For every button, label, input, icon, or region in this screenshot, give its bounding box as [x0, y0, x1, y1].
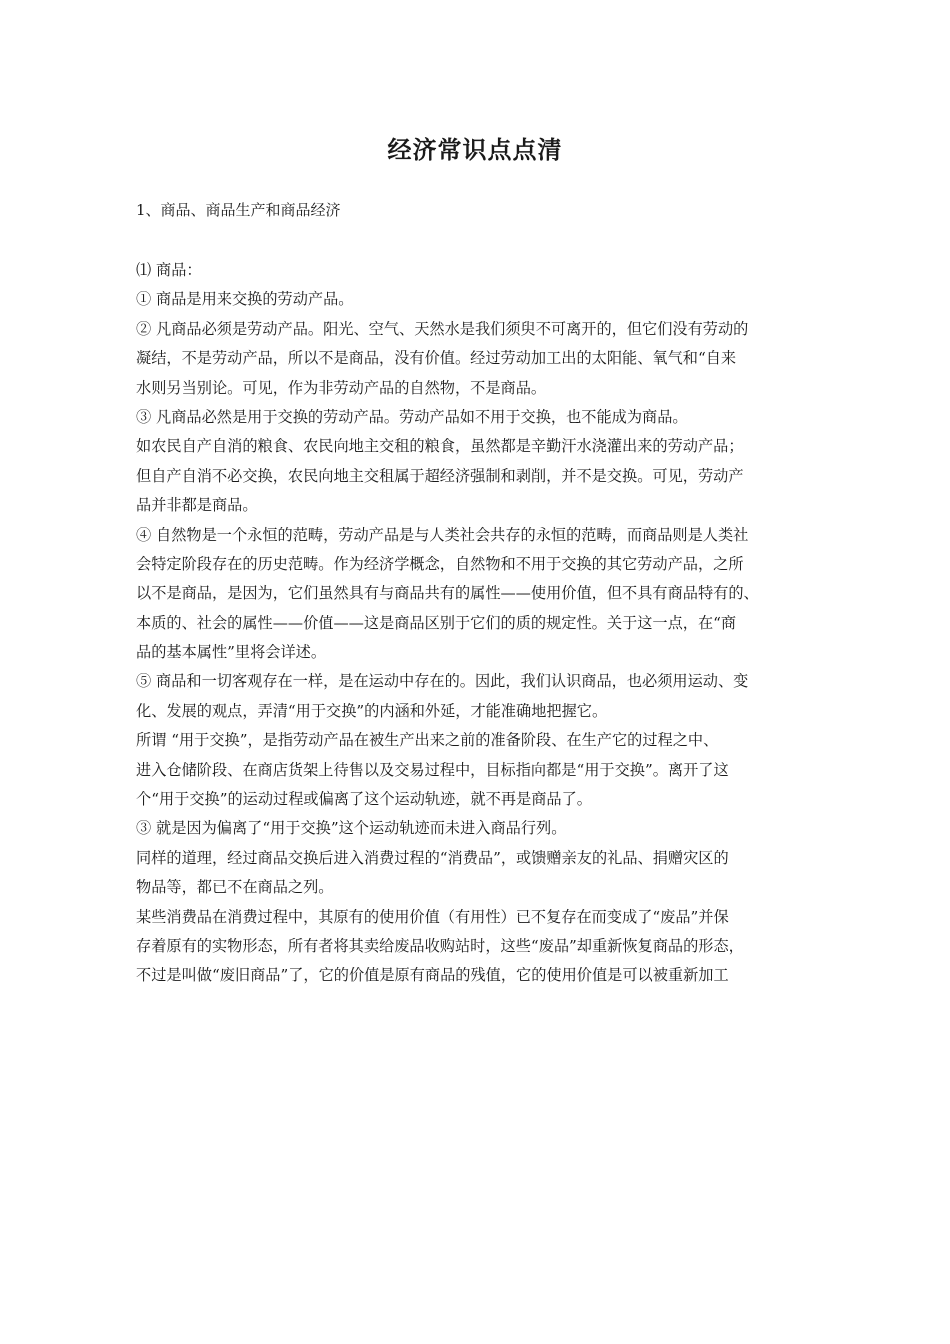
text-line: 会特定阶段存在的历史范畴。作为经济学概念，自然物和不用于交换的其它劳动产品，之所 [136, 554, 744, 573]
text-line: 某些消费品在消费过程中，其原有的使用价值（有用性）已不复存在而变成了“废品”并保 [136, 907, 729, 926]
text-line: 同样的道理，经过商品交换后进入消费过程的“消费品”，或馈赠亲友的礼品、捐赠灾区的 [136, 848, 729, 867]
text-line: ① 商品是用来交换的劳动产品。 [136, 290, 354, 309]
text-line: ③ 就是因为偏离了“用于交换”这个运动轨迹而未进入商品行列。 [136, 819, 567, 838]
text-line: 水则另当别论。可见，作为非劳动产品的自然物，不是商品。 [136, 378, 547, 397]
text-line: 所谓 “用于交换”，是指劳动产品在被生产出来之前的准备阶段、在生产它的过程之中、 [136, 731, 719, 750]
text-line: 品并非都是商品。 [136, 496, 258, 515]
body-text [136, 256, 814, 991]
section-heading: 1、商品、商品生产和商品经济 [136, 201, 341, 219]
text-line: ④ 自然物是一个永恒的范畴，劳动产品是与人类社会共存的永恒的范畴，而商品则是人类社 [136, 525, 749, 544]
text-line: ⑤ 商品和一切客观存在一样，是在运动中存在的。因此，我们认识商品，也必须用运动、变 [136, 672, 749, 691]
text-line: 化、发展的观点，弄清“用于交换”的内涵和外延，才能准确地把握它。 [136, 701, 608, 720]
text-line: 进入仓储阶段、在商店货架上待售以及交易过程中，目标指向都是“用于交换”。离开了这 [136, 760, 729, 779]
text-line: 本质的、社会的属性——价值——这是商品区别于它们的质的规定性。关于这一点，在“商 [136, 613, 737, 632]
text-line: 物品等，都已不在商品之列。 [136, 878, 334, 897]
text-line: 以不是商品，是因为，它们虽然具有与商品共有的属性——使用价值，但不具有商品特有的、 [136, 584, 759, 603]
text-line: 品的基本属性”里将会详述。 [136, 643, 327, 662]
text-line: ⑴ 商品： [136, 261, 202, 279]
document-title: 经济常识点点清 [387, 136, 563, 164]
text-line: ③ 凡商品必然是用于交换的劳动产品。劳动产品如不用于交换，也不能成为商品。 [136, 407, 688, 426]
text-line: ② 凡商品必须是劳动产品。阳光、空气、天然水是我们须臾不可离开的，但它们没有劳动的 [136, 319, 749, 338]
text-line: 但自产自消不必交换，农民向地主交租属于超经济强制和剥削，并不是交换。可见，劳动产 [136, 466, 744, 485]
text-line: 存着原有的实物形态，所有者将其卖给废品收购站时，这些“废品”却重新恢复商品的形态， [136, 936, 744, 955]
text-line: 如农民自产自消的粮食、农民向地主交租的粮食，虽然都是辛勤汗水浇灌出来的劳动产品； [136, 437, 744, 456]
text-line: 不过是叫做“废旧商品”了，它的价值是原有商品的残值，它的使用价值是可以被重新加工 [136, 966, 729, 985]
text-line: 凝结，不是劳动产品，所以不是商品，没有价值。经过劳动加工出的太阳能、氧气和“自来 [136, 349, 737, 368]
text-line: 个“用于交换”的运动过程或偏离了这个运动轨迹，就不再是商品了。 [136, 790, 592, 809]
